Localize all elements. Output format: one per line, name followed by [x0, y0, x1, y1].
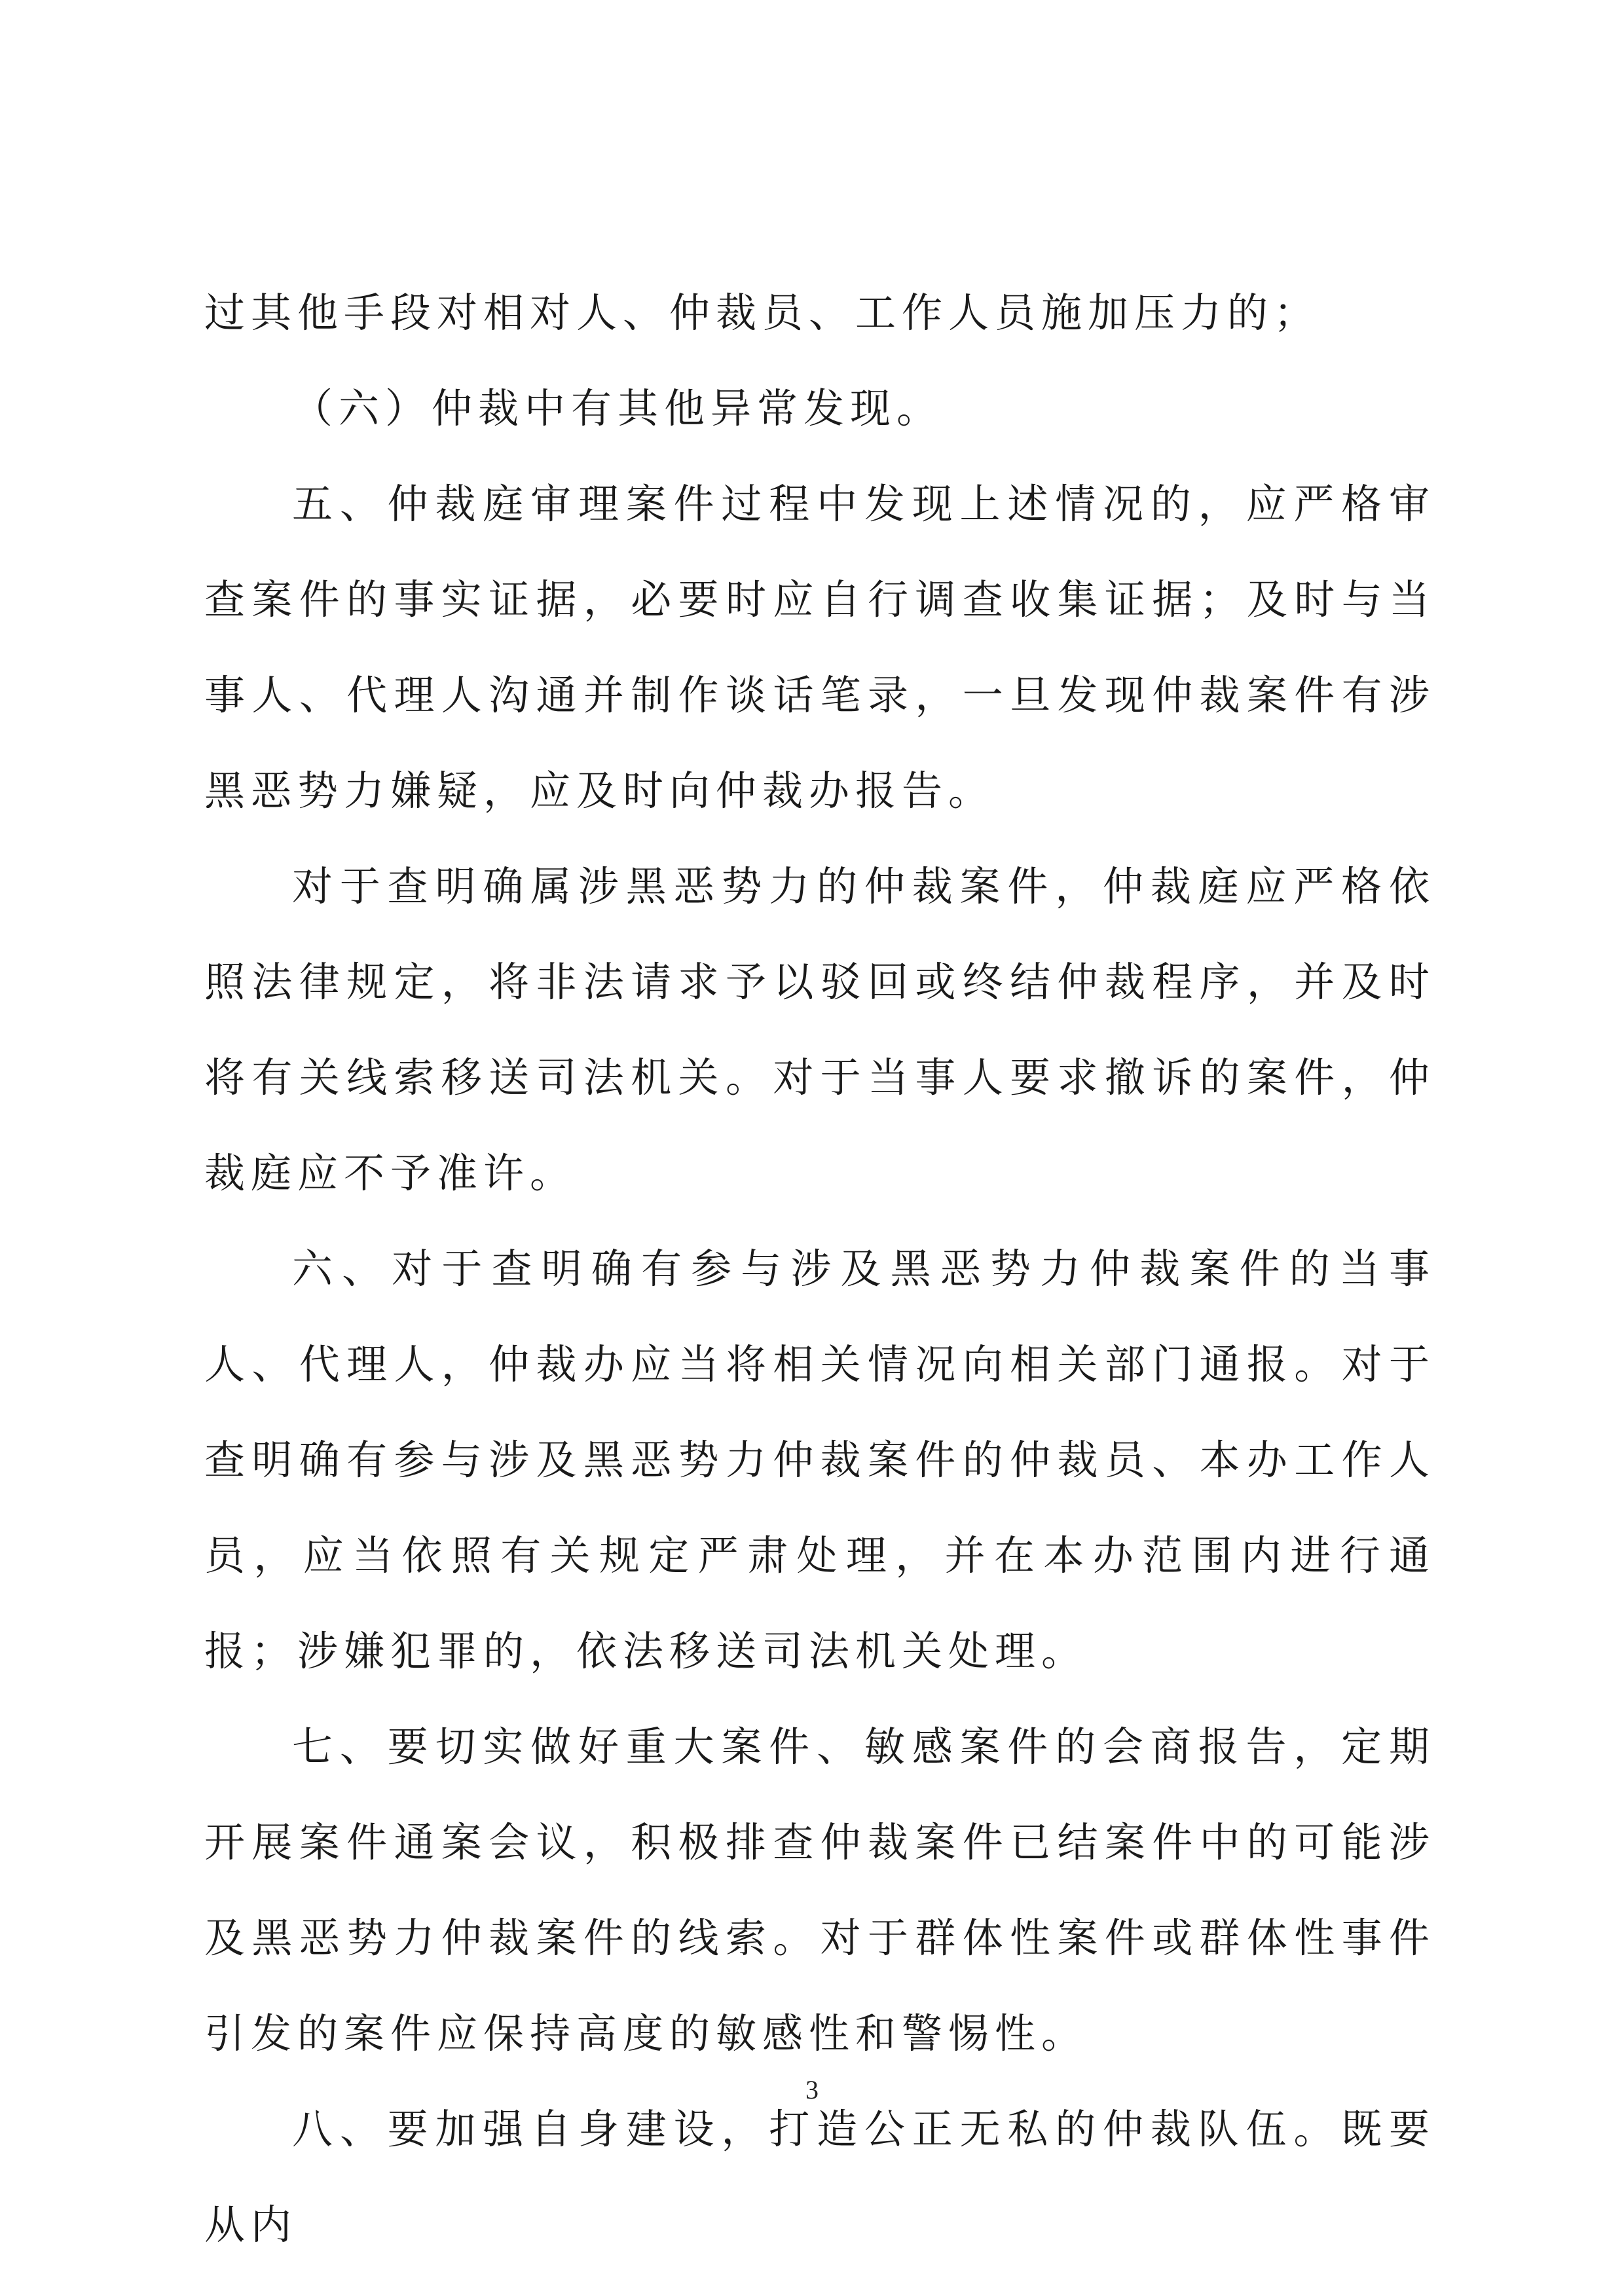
body-text	[204, 265, 1435, 2273]
paragraph-continued: 过其他手段对相对人、仲裁员、工作人员施加压力的；	[204, 289, 1321, 337]
page-number: 3	[805, 2075, 819, 2104]
paragraph-section-5: 五、仲裁庭审理案件过程中发现上述情况的，应严格审查案件的事实证据，必要时应自行调查收集证据；及时与当事人、代理人沟通并制作谈话笔录，一旦发现仲裁案件有涉黑恶势力嫌疑，应及时向仲裁办报告。	[204, 480, 1435, 815]
paragraph-item-6: （六）仲裁中有其他异常发现。	[292, 384, 944, 432]
paragraph-section-6: 六、对于查明确有参与涉及黑恶势力仲裁案件的当事人、代理人，仲裁办应当将相关情况向相关部门通报。对于查明确有参与涉及黑恶势力仲裁案件的仲裁员、本办工作人员，应当依照有关规定严肃处理，并在本办范围内进行通报；涉嫌犯罪的，依法移送司法机关处理。	[204, 1245, 1435, 1675]
paragraph-section-7: 七、要切实做好重大案件、敏感案件的会商报告，定期开展案件通案会议，积极排查仲裁案件已结案件中的可能涉及黑恶势力仲裁案件的线索。对于群体性案件或群体性事件引发的案件应保持高度的敏感性和警惕性。	[204, 1723, 1435, 2057]
paragraph-section-8: 八、要加强自身建设，打造公正无私的仲裁队伍。既要从内	[204, 2105, 1435, 2249]
paragraph-section-5-detail: 对于查明确属涉黑恶势力的仲裁案件，仲裁庭应严格依照法律规定，将非法请求予以驳回或终结仲裁程序，并及时将有关线索移送司法机关。对于当事人要求撤诉的案件，仲裁庭应不予准许。	[204, 862, 1435, 1197]
